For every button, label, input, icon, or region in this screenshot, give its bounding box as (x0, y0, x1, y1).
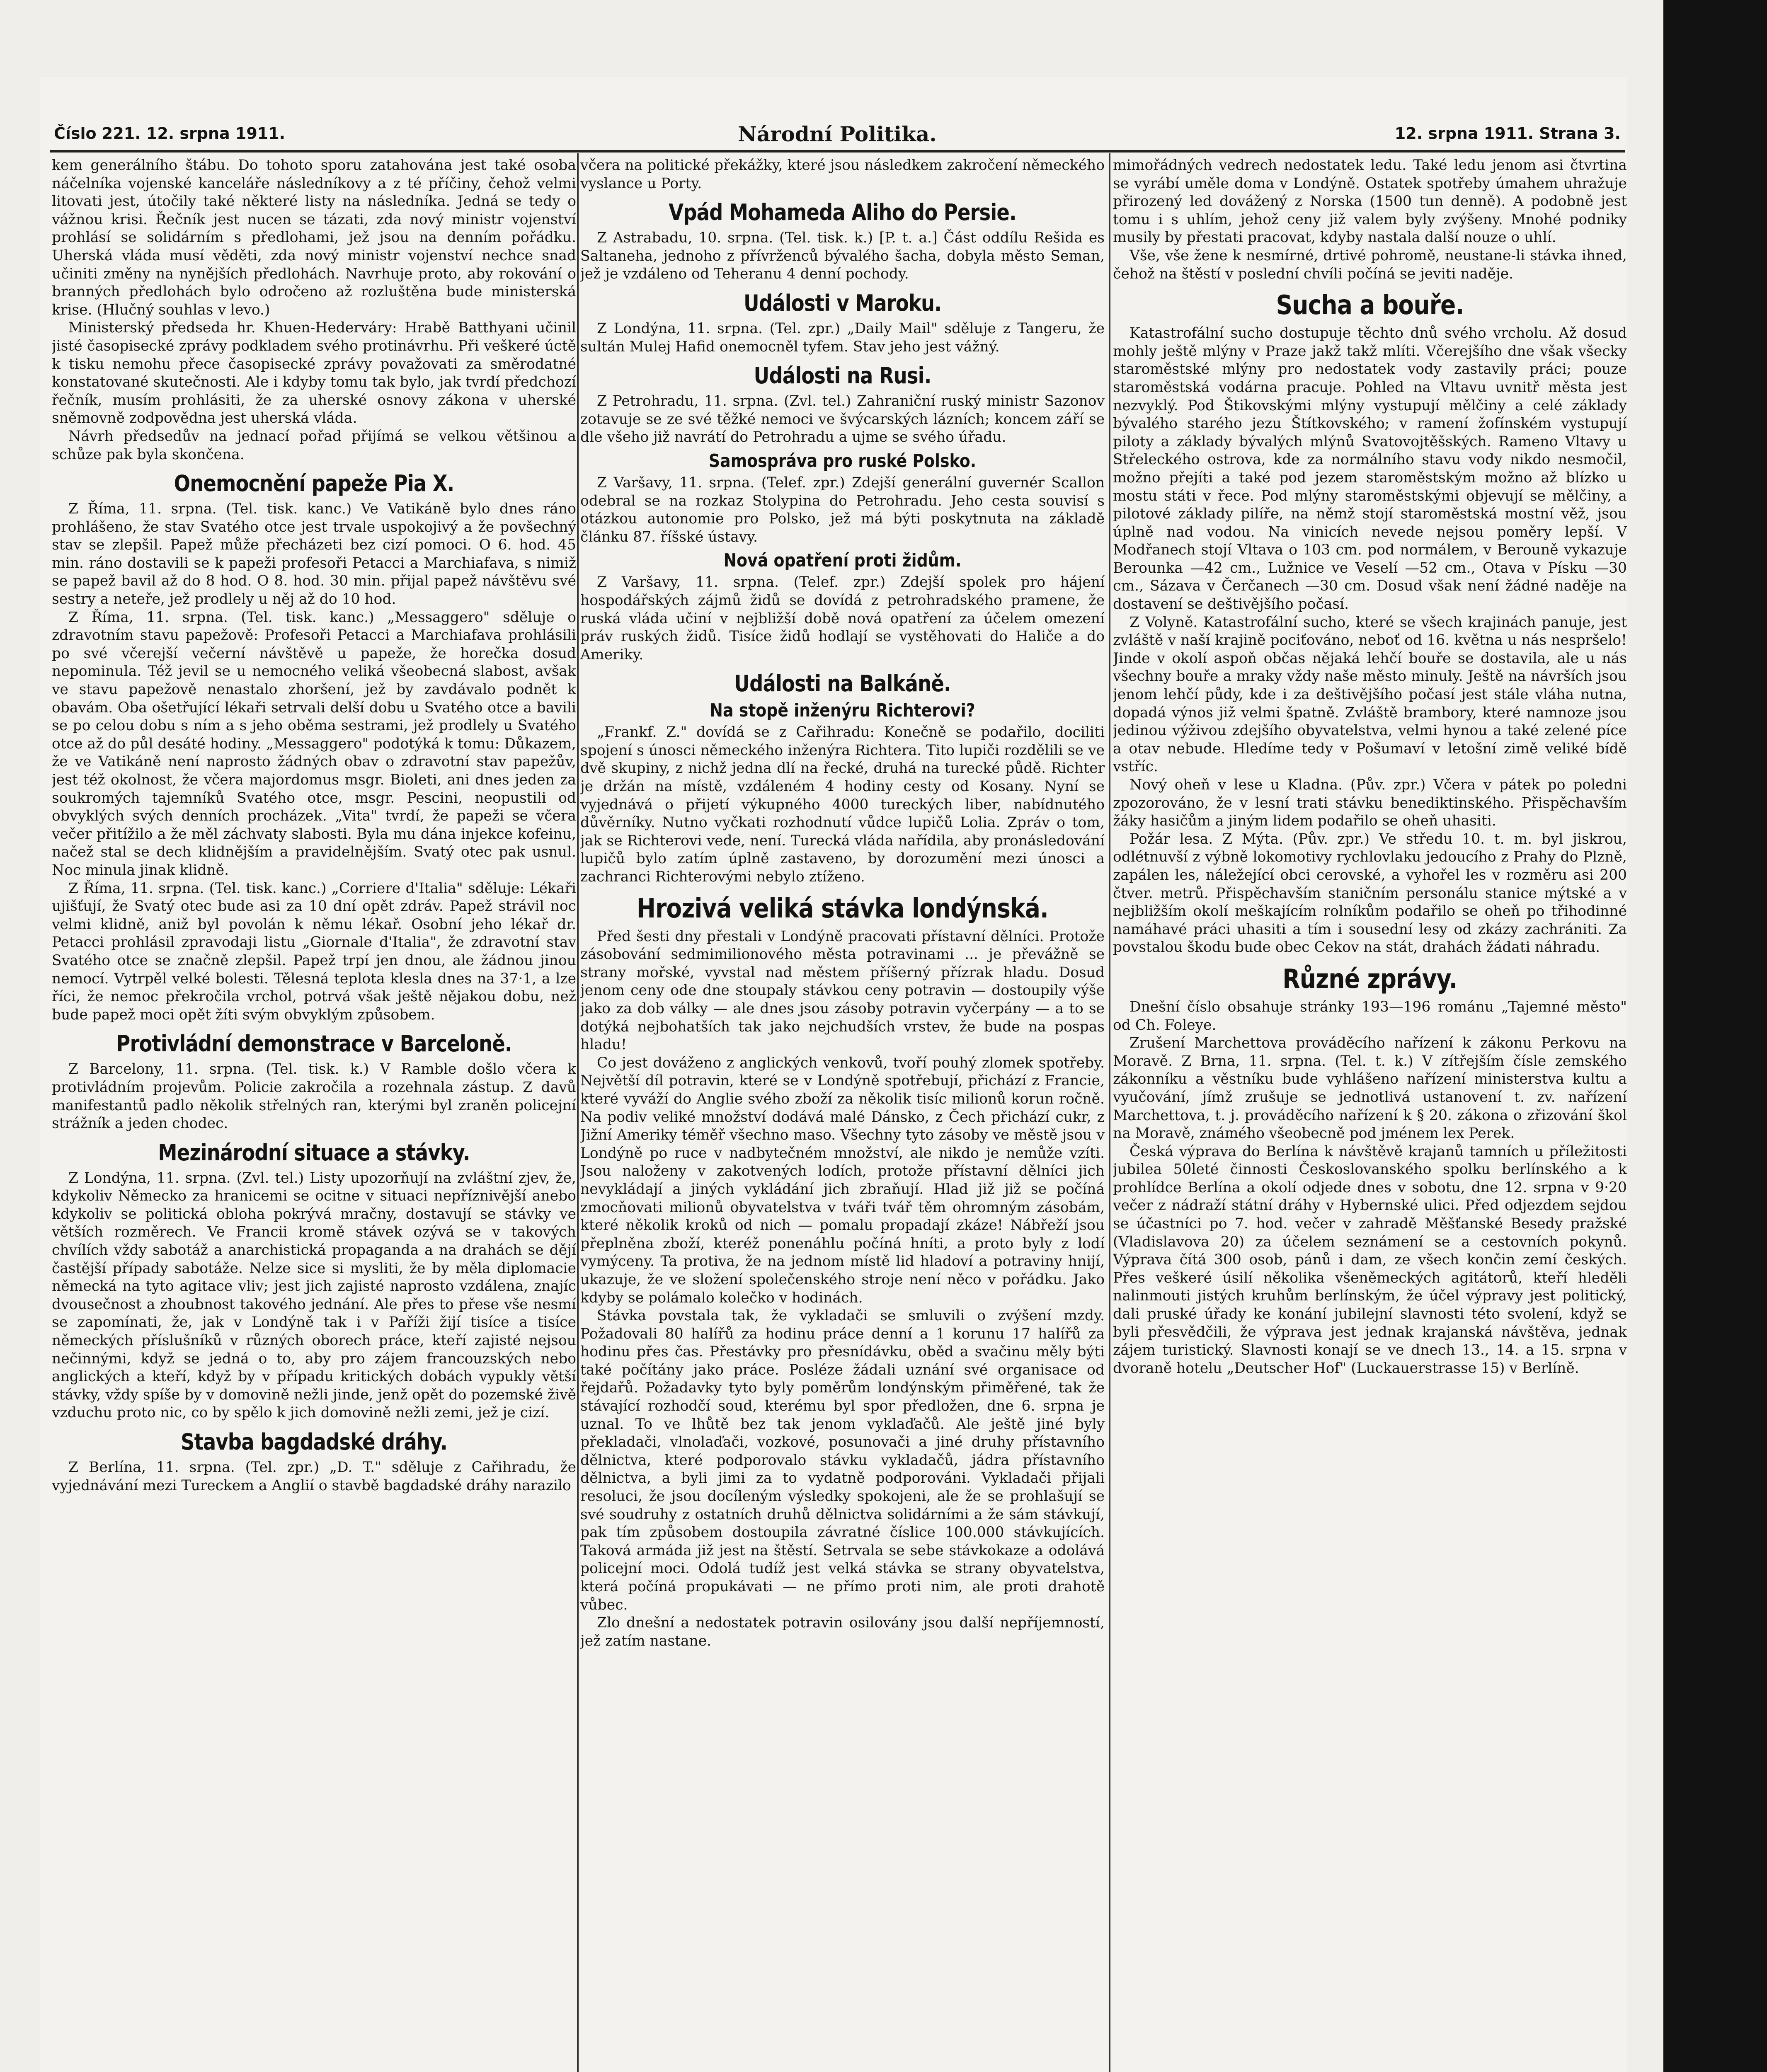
issue-number: Číslo 221. 12. srpna 1911. (54, 124, 286, 143)
headline-international: Mezinárodní situace a stávky. (158, 1139, 470, 1166)
article-paragraph: Stávka povstala tak, že vykladači se smluvili o zvýšení mzdy. Požadovali 80 halířů za hodinu práce denní a 1 korunu 17 halířů za hodinu přes čas. Přestávky pro přesnídávku, oběd a svačinu měly býti také počítány jako práce. Posléze žádali uznání své organisace od řejdařů. Požadavky tyto byly poměrům londýnským přiměřené, tak že stávající rozhodčí soud, kterému byl spor předložen, dne 6. srpna je uznal. To ve lhůtě bez tak jenom vyklaďačů. Ale ještě jiné byly překladači, vlnolaďači, vozkové, posunovači a jiné druhy přístavního dělnictva, které podporovalo stávku vykladačů, jádra přístavního dělnictva, a byli jimi za to vydatně podporováni. Vykladači přijali resoluci, že jsou docíleným výsledky spokojeni, ale že se prohlašují se své soudruhy z ostatních druhů dělnictva solidárními a že sám stávkují, pak tím způsobem dostoupila závratné číslice 100.000 stávkujících. Taková armáda již jest na štěstí. Setrvala se sebe stávkokaze a odolává policejní moci. Odolá tudíž jest velká stávka se strany obyvatelstva, která počíná propukávati — ne přímo proti nim, ale proti drahotě vůbec. (580, 1307, 1105, 1613)
article-paragraph: Z Astrabadu, 10. srpna. (Tel. tisk. k.) [P. t. a.] Část oddílu Rešida es Saltaneha, jednoho z přívrženců bývalého šacha, dobyla město Seman, jež je vzdáleno od Teheranu 4 denní pochody. (580, 230, 1105, 283)
article-paragraph: Katastrofální sucho dostupuje těchto dnů svého vrcholu. Až dosud mohly ještě mlýny v Praze jakž takž mlíti. Včerejšího dne však všecky staroměstské mlýny pro nedostatek vody zastavily práci; pouze staroměstská vodárna pracuje. Pohled na Vltavu uvnitř města jest nezvyklý. Pod Štikovskými mlýny vystupují mělčiny a celé základy bývalého starého jezu Štítkovského; v ramení žofínském vystupují piloty a základy bývalých mlýnů Svatovojtěšských. Rameno Vltavy u Střeleckého ostrova, kde za normálního stavu vody nikdo nesmočil, možno přejíti a také pod jezem staroměstským možno až blízko u mostu státi v řece. Pod mlýny staroměstskými objevují se mělčiny, a pilotové základy pilíře, na němž stojí staroměstská mostní věž, jsou úplně nad vodou. Na vinicích nevede nejsou poměry lepší. V Modřanech stojí Vltava o 103 cm. pod normálem, v Berouně vykazuje Berounka —42 cm., Lužnice ve Veselí —52 cm., Otava v Písku —30 cm., Sázava v Čerčanech —30 cm. Dosud však není žádné naděje na dostavení se deštivějšího počasí. (1113, 325, 1627, 613)
column-rule (577, 153, 579, 2072)
article-paragraph: Z Berlína, 11. srpna. (Tel. zpr.) „D. T." sděluje z Cařihradu, že vyjednávání mezi Tureckem a Anglií o stavbě bagdadské dráhy narazilo (52, 1459, 576, 1494)
headline-london-strike: Hrozivá veliká stávka londýnská. (636, 893, 1049, 924)
headline-persia: Vpád Mohameda Aliho do Persie. (669, 199, 1016, 226)
article-paragraph: Z Londýna, 11. srpna. (Tel. zpr.) „Daily Mail" sděluje z Tangeru, že sultán Mulej Hafid onemocněl tyfem. Stav jeho jest vážný. (580, 320, 1105, 355)
article-paragraph: Z Varšavy, 11. srpna. (Telef. zpr.) Zdejší generální guvernér Scallon odebral se na rozkaz Stolypina do Petrohradu. Jeho cesta souvisí s otázkou autonomie pro Polsko, jež má býti poskytnuta na základě článku 87. říšské ústavy. (580, 474, 1105, 545)
article-paragraph: Z Volyně. Katastrofální sucho, které se všech krajinách panuje, jest zvláště v naší krajině pociťováno, neboť od 16. května u nás nespršelo! Jinde v okolí aspoň občas nějaká lehčí bouře se dostavila, ale u nás všechny bouře a mraky vždy naše město minuly. Ještě na návrších jsou jenom lehčí půdy, kde i za deštivějšího počasí jest stále vláha nutna, dopadá výnos již velmi špatně. Zvláště brambory, které namnoze jsou jedinou výživou zdejšího obyvatelstva, velmi hynou a také zelené píce a otav nebude. Hledíme tedy v Pošumaví v letošní zimě veliké bídě vstříc. (1113, 614, 1627, 775)
article-paragraph: Zlo dnešní a nedostatek potravin osilovány jsou další nepříjemností, jež zatím nastane. (580, 1615, 1105, 1649)
headline-barcelona: Protivládní demonstrace v Barceloně. (116, 1031, 512, 1057)
article-paragraph: Před šesti dny přestali v Londýně pracovati přístavní dělníci. Protože zásobování sedmimilionového města potravinami ... je převážně se strany mořské, vyvstal nad městem příšerný přízrak hladu. Dosud jenom ceny ode dne stoupaly stávkou ceny potravin — dostoupily výše jako za dob války — ale dnes jsou zásoby potravin vyčerpány — a to se dotýká nejbohatších tak jako nejchudších vrstev, že bude na pospas hladu! (580, 928, 1105, 1053)
column-3 (1113, 157, 1627, 2072)
article-paragraph: včera na politické překážky, které jsou následkem zakročení německého vyslance u Porty. (580, 157, 1105, 192)
headline-drought: Sucha a bouře. (1276, 290, 1464, 321)
article-paragraph: Dnešní číslo obsahuje stránky 193—196 románu „Tajemné město" od Ch. Foleye. (1113, 998, 1627, 1034)
headline-balkan: Události na Balkáně. (734, 670, 951, 697)
article-paragraph: Z Varšavy, 11. srpna. (Telef. zpr.) Zdejší spolek pro hájení hospodářských zájmů židů se dovídá z petrohradského pramene, že ruská vláda učiní v nejbližší době nová opatření za účelem omezení práv ruských židů. Tisíce židů hodlají se vystěhovati do Haliče a do Ameriky. (580, 574, 1105, 663)
subheadline-poland: Samospráva pro ruské Polsko. (708, 450, 977, 472)
masthead (54, 124, 1621, 149)
article-paragraph: Z Londýna, 11. srpna. (Zvl. tel.) Listy upozorňují na zvláštní zjev, že, kdykoliv Německo za hranicemi se ocitne v situaci nepříznivější anebo kdykoliv se politická obloha pokrývá mračny, dostavují se stávky ve větších rozměrech. Ve Francii kromě stávek ozývá se v takových chvílích vždy sabotáž a anarchistická propaganda a na drahách se dějí častější případy sabotáže. Nelze sice si mysliti, že by měla diplomacie německá na tyto agitace vliv; jest jich zajisté naprosto vzdálena, znajíc dvousečnost a zhoubnost takového jednání. Ale přes to přese vše nesmí se zapomínati, že, jak v Londýně tak i v Paříži žijí tisíce a tisíce německých příslušníků v různých oborech práce, kteří zajisté nejsou nečinnými, když se jedná o to, aby pro zájem francouzských nebo anglických a kteří, když by v případu kritických dobách vypukly větší stávky, vždy spíše by v domovině nežli jinde, jenž opět do pozemské živě vzduchu proto nic, co by spělo k jich domovině nežli zemi, jež je cizí. (52, 1169, 576, 1421)
column-rule (1109, 153, 1110, 2072)
article-paragraph: mimořádných vedrech nedostatek ledu. Také ledu jenom asi čtvrtina se vyrábí uměle doma v Londýně. Ostatek spotřeby úmahem uhražuje přirozený led dovážený z Norska (1500 tun denně). A podobně jest tomu i s uhlím, jehož ceny již valem byly zvýšeny. Mnohé podniky musily by přestati pracovat, kdyby nastala další nouze o uhlí. (1113, 157, 1627, 246)
scan-edge (1663, 0, 1767, 2072)
article-paragraph: Návrh předsedův na jednací pořad přijímá se velkou většinou a schůze pak byla skončena. (52, 428, 576, 463)
headline-russia: Události na Rusi. (754, 363, 931, 389)
article-paragraph: Z Říma, 11. srpna. (Tel. tisk. kanc.) „Corriere d'Italia" sděluje: Lékaři ujišťují, že Svatý otec bude asi za 10 dní opět zdráv. Papež strávil noc velmi klidně, aniž byl povolán k němu lékař. Osobní jeho lékař dr. Petacci prohlásil zpravodaji listu „Giornale d'Italia", že zdravotní stav Svatého otce se značně zlepšil. Papež trpí jen dnou, ale žádnou jinou nemocí. Vytrpěl velké bolesti. Tělesná teplota klesla dnes na 37·1, a lze říci, že nemoc překročila vrchol, potrvá však ještě nějakou dobu, než bude papež moci opět žíti svým obvyklým způsobem. (52, 880, 576, 1023)
headline-bagdad: Stavba bagdadské dráhy. (180, 1429, 448, 1455)
page-date: 12. srpna 1911. Strana 3. (1394, 124, 1621, 143)
article-paragraph: Česká výprava do Berlína k návštěvě krajanů tamních u příležitosti jubilea 50leté činnosti Českoslovanského spolku berlínského a k prohlídce Berlína a okolí odjede dnes v sobotu, dne 12. srpna v 9·20 večer z nádraží státní dráhy v Hybernské ulici. Před odjezdem sejdou se účastníci po 7. hod. večer v zahradě Měšťanské Besedy pražské (Vladislavova 20) za účelem seznámení se a cestovních pokynů. Výprava čítá 300 osob, pánů i dam, ze všech končin zemí českých. Přes veškeré úsilí několika všeněmeckých agitátorů, kteří hleděli nalinmouti jistých kruhům berlínským, že účel výpravy jest politický, dali pruské úřady ke konání jubilejní slavnosti této svolení, když se byli přesvědčili, že výprava jest jednak krajanská návštěva, jednak zájem turistický. Slavnosti konají se ve dnech 13., 14. a 15. srpna v dvoraně hotelu „Deutscher Hof" (Luckauerstrasse 15) v Berlíně. (1113, 1143, 1627, 1377)
subheadline-richter: Na stopě inženýru Richterovi? (710, 700, 975, 721)
column-2 (580, 157, 1105, 2072)
article-paragraph: kem generálního štábu. Do tohoto sporu zatahována jest také osoba náčelníka vojenské kanceláře následníkovy a z té příčiny, čehož velmi litovati jest, útočily také některé listy na následníka. Jedná se tedy o vážnou krisi. Řečník jest nucen se tázati, zda nový ministr vojenství prohlásí se solidárním s předlohami, jež jsou na denním pořádku. Uherská vláda musí věděti, zda nový ministr vojenství nechce snad učiniti změny na nynějších předlohách. Navrhuje proto, aby rokování o branných předlohách bylo odročeno až rozluštěna bude ministerská krise. (Hlučný souhlas v levo.) (52, 157, 576, 318)
subheadline-jews: Nová opatření proti židům. (723, 550, 962, 571)
header-rule (50, 150, 1625, 152)
headline-misc-news: Různé zprávy. (1282, 963, 1457, 995)
newspaper-title: Národní Politika. (738, 122, 937, 146)
article-paragraph: Z Říma, 11. srpna. (Tel. tisk. kanc.) Ve Vatikáně bylo dnes ráno prohlášeno, že stav Svatého otce jest trvale uspokojivý a že povšechný stav se zlepšil. Papež může přecházeti bez cizí pomoci. O 6. hod. 45 min. ráno dostavili se k papeži profesoři Petacci a Marchiafava, s nimiž se papež bavil až do 8 hod. O 8. hod. 30 min. přijal papež návštěvu své sestry a neteře, jež prodlely u něj až do 10 hod. (52, 501, 576, 608)
article-paragraph: Ministerský předseda hr. Khuen-Hederváry: Hrabě Batthyani učinil jisté časopisecké zprávy podkladem svého protinávrhu. Při veškeré úctě k tisku nemohu přece časopisecké zprávy považovati za směrodatné konstatované skutečnosti. Ale i kdyby tomu tak bylo, jak tvrdí předchozí řečník, musím prohlásiti, že za uherské osnovy zákona v uherské sněmovně zodpovědna jest uherská vláda. (52, 320, 576, 427)
article-paragraph: Co jest dováženo z anglických venkovů, tvoří pouhý zlomek spotřeby. Největší díl potravin, které se v Londýně spotřebují, přichází z Francie, které vyváží do Anglie svého zboží za několik tisíc milionů korun ročně. Na podiv veliké množství dodává malé Dánsko, z Čech přichází cukr, z Jižní Ameriky téměř všechno maso. Všechny tyto zásoby ve městě jsou v Londýně po ruce v nadbytečném množství, ale nikdo je nemůže vzíti. Jsou naloženy v zakotvených lodích, protože přístavní dělníci jich nevykládají a jiných vykládání jich zbraňují. Hlad již již se počíná zmocňovati milionů obyvatelstva v tváři tvář těm ohromným zásobám, které několik kroků od nich — pomalu propadají zkáze! Nábřeží jsou přeplněna zboží, kteréž ponenáhlu počíná hníti, a proto byly z lodí vymýceny. Ta protiva, že na jednom místě lid hladoví a potraviny hnijí, ukazuje, že ve složení společenského stroje není něco v pořádku. Jako kdyby se polámalo kolečko v hodinách. (580, 1054, 1105, 1306)
article-paragraph: Z Barcelony, 11. srpna. (Tel. tisk. k.) V Ramble došlo včera k protivládním projevům. Policie zakročila a rozehnala zástup. Z davů manifestantů padlo několik střelných ran, kterými byl zraněn policejní strážník a jeden chodec. (52, 1061, 576, 1132)
article-paragraph: Vše, vše žene k nesmírné, drtivé pohromě, neustane-li stávka ihned, čehož na štěstí v poslední chvíli počíná se jeviti naděje. (1113, 247, 1627, 282)
article-paragraph: Nový oheň v lese u Kladna. (Pův. zpr.) Včera v pátek po poledni zpozorováno, že v lesní trati stávku benediktinského. Přispěchavším žáky hasičům a jiným lidem podařilo se oheň uhasiti. (1113, 777, 1627, 830)
column-1 (52, 157, 576, 2072)
headline-morocco: Události v Maroku. (744, 290, 941, 316)
article-paragraph: „Frankf. Z." dovídá se z Cařihradu: Konečně se podařilo, dociliti spojení s únosci německého inženýra Richtera. Tito lupiči rozdělili se ve dvě skupiny, z nichž jedna dlí na řecké, druhá na turecké půdě. Richter je držán na místě, vzdáleném 4 hodiny cesty od Kosany. Nyní se vyjednává o přijetí výkupného 4000 tureckých liber, nabídnutého důvěrníky. Nutno vyčkati rozhodnutí vůdce lupičů Lolia. Zpráv o tom, jak se Richterovi vede, není. Turecká vláda nařídila, aby pronásledování lupičů bylo zatím úplně zastaveno, by dorozumění mezi únosci a zachranci Richterovými nebylo ztíženo. (580, 724, 1105, 886)
article-paragraph: Požár lesa. Z Mýta. (Pův. zpr.) Ve středu 10. t. m. byl jiskrou, odlétnuvší z výbně lokomotivy rychlovlaku jedoucího z Prahy do Plzně, zapálen les, náležející obci cerovské, a vyhořel les v rozměru asi 200 čtver. metrů. Přispěchavším staničním personálu stanice mýtské a v nejbližším okolí meškajícím rolníkům podařilo se oheň po třihodinné namáhavé práci uhasiti a tím i sousední lesy od zkázy zachrániti. Za povstalou škodu bude obec Cekov na stát, drahách žádati náhradu. (1113, 830, 1627, 956)
article-paragraph: Zrušení Marchettova prováděcího nařízení k zákonu Perkovu na Moravě. Z Brna, 11. srpna. (Tel. t. k.) V zítřejším čísle zemského zákonníku a věstníku bude vyhlášeno nařízení ministerstva kultu a vyučování, jímž zrušuje se jednotlivá ustanovení t. zv. nařízení Marchettova, t. j. prováděcího nařízení k § 20. zákona o zřizování škol na Moravě, známého všeobecně pod jménem lex Perek. (1113, 1035, 1627, 1142)
article-paragraph: Z Petrohradu, 11. srpna. (Zvl. tel.) Zahraniční ruský ministr Sazonov zotavuje se ze své těžké nemoci ve švýcarských lázních; koncem září se dle všeho již navrátí do Petrohradu a ujme se svého úřadu. (580, 393, 1105, 446)
article-paragraph: Z Říma, 11. srpna. (Tel. tisk. kanc.) „Messaggero" sděluje o zdravotním stavu papežově: Profesoři Petacci a Marchiafava prohlásili po své včerejší večerní návštěvě u papeže, že horečka dosud nepominula. Též jevil se u nemocného veliká všeobecná slabost, avšak ve stavu papežově nenastalo zhoršení, jež by zavdávalo podnět k obavám. Oba ošetřující lékaři setrvali delší dobu u Svatého otce a bavili se po celou dobu s ním a s jeho oběma sestrami, jež prodlely u Svatého otce až do půl desáté hodiny. „Messaggero" podotýká k tomu: Důkazem, že ve Vatikáně není naprosto žádných obav o zdravotní stav papežův, jest též okolnost, že včera majordomus msgr. Bioleti, ani dnes jeden za soukromých tajemníků Svatého otce, msgr. Pescini, neopustili od obvyklých svých denních procházek. „Vita" tvrdí, že papeži se včera večer přitížilo a že měl záchvaty slabosti. Byla mu dána injekce kofeinu, načež stal se dech klidnějším a pravidelnějším. Svatý otec pak usnul. Noc minula jinak klidně. (52, 609, 576, 879)
headline-pope: Onemocnění papeže Pia X. (174, 470, 454, 497)
